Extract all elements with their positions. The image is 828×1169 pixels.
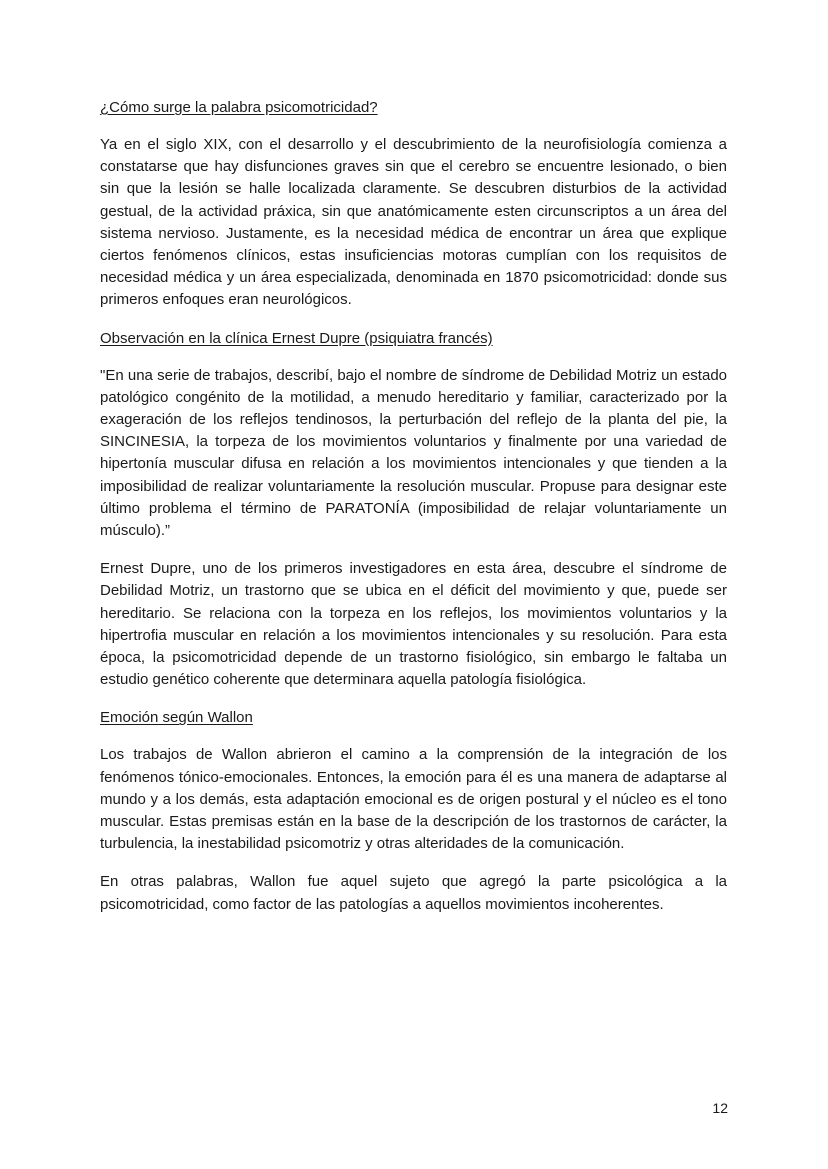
paragraph-dupre-quote: "En una serie de trabajos, describí, bajo el nombre de síndrome de Debilidad Motriz un estado patológico congénito de la motilidad, a menudo hereditario y familiar, caracterizado por la exageración de los reflejos tendinosos, la perturbación del reflejo de la planta del pie, la SINCINESIA, la torpeza de los movimientos voluntarios y finalmente por una variedad de hipertonía muscular difusa en relación a los movimientos intencionales y que tienden a la imposibilidad de realizar voluntariamente la resolución muscular. Propuse para designar este último problema el término de PARATONÍA (imposibilidad de relajar voluntariamente un músculo).” [100,366,727,540]
paragraph-wallon-summary: En otras palabras, Wallon fue aquel sujeto que agregó la parte psicológica a la psicomotricidad, como factor de las patologías a aquellos movimientos incoherentes. [100,873,727,913]
paragraph-wallon-emocion: Los trabajos de Wallon abrieron el camino a la comprensión de la integración de los fenómenos tónico-emocionales. Entonces, la emoción para él es una manera de adaptarse al mundo y a los demás, esta adaptación emocional es de origen postural y el núcleo es el tono muscular. Estas premisas están en la base de la descripción de los trastornos de carácter, la turbulencia, la inestabilidad psicomotriz y otras alteridades de la comunicación. [100,746,727,853]
paragraph-origen-psicomotricidad: Ya en el siglo XIX, con el desarrollo y el descubrimiento de la neurofisiología comienza a constatarse que hay disfunciones graves sin que el cerebro se encuentre lesionado, o bien sin que la lesión se halle localizada claramente. Se descubren disturbios de la actividad gestual, de la actividad práxica, sin que anatómicamente esten circunscriptos a un área del sistema nervioso. Justamente, es la necesidad médica de encontrar un área que explique ciertos fenómenos clínicos, estas insuficiencias motoras cumplían con los requisitos de necesidad médica y un área especializada, denominada en 1870 psicomotricidad: donde sus primeros enfoques eran neurológicos. [100,136,727,309]
section-heading-wallon: Emoción según Wallon [100,709,253,727]
section-heading-dupre: Observación en la clínica Ernest Dupre (psiquiatra francés) [100,329,493,347]
page-number: 12 [712,1100,728,1116]
section-heading-psicomotricidad: ¿Cómo surge la palabra psicomotricidad? [100,99,378,116]
paragraph-dupre-summary: Ernest Dupre, uno de los primeros investigadores en esta área, descubre el síndrome de Debilidad Motriz, un trastorno que se ubica en el déficit del movimiento y que, puede ser hereditario. Se relaciona con la torpeza en los reflejos, los movimientos voluntarios y la hipertrofia muscular en relación a los movimientos intencionales y su resolución. Para esta época, la psicomotricidad depende de un trastorno fisiológico, sin embargo le faltaba un estudio genético coherente que determinara aquella patología fisiológica. [100,560,727,689]
document-page [100,97,727,916]
